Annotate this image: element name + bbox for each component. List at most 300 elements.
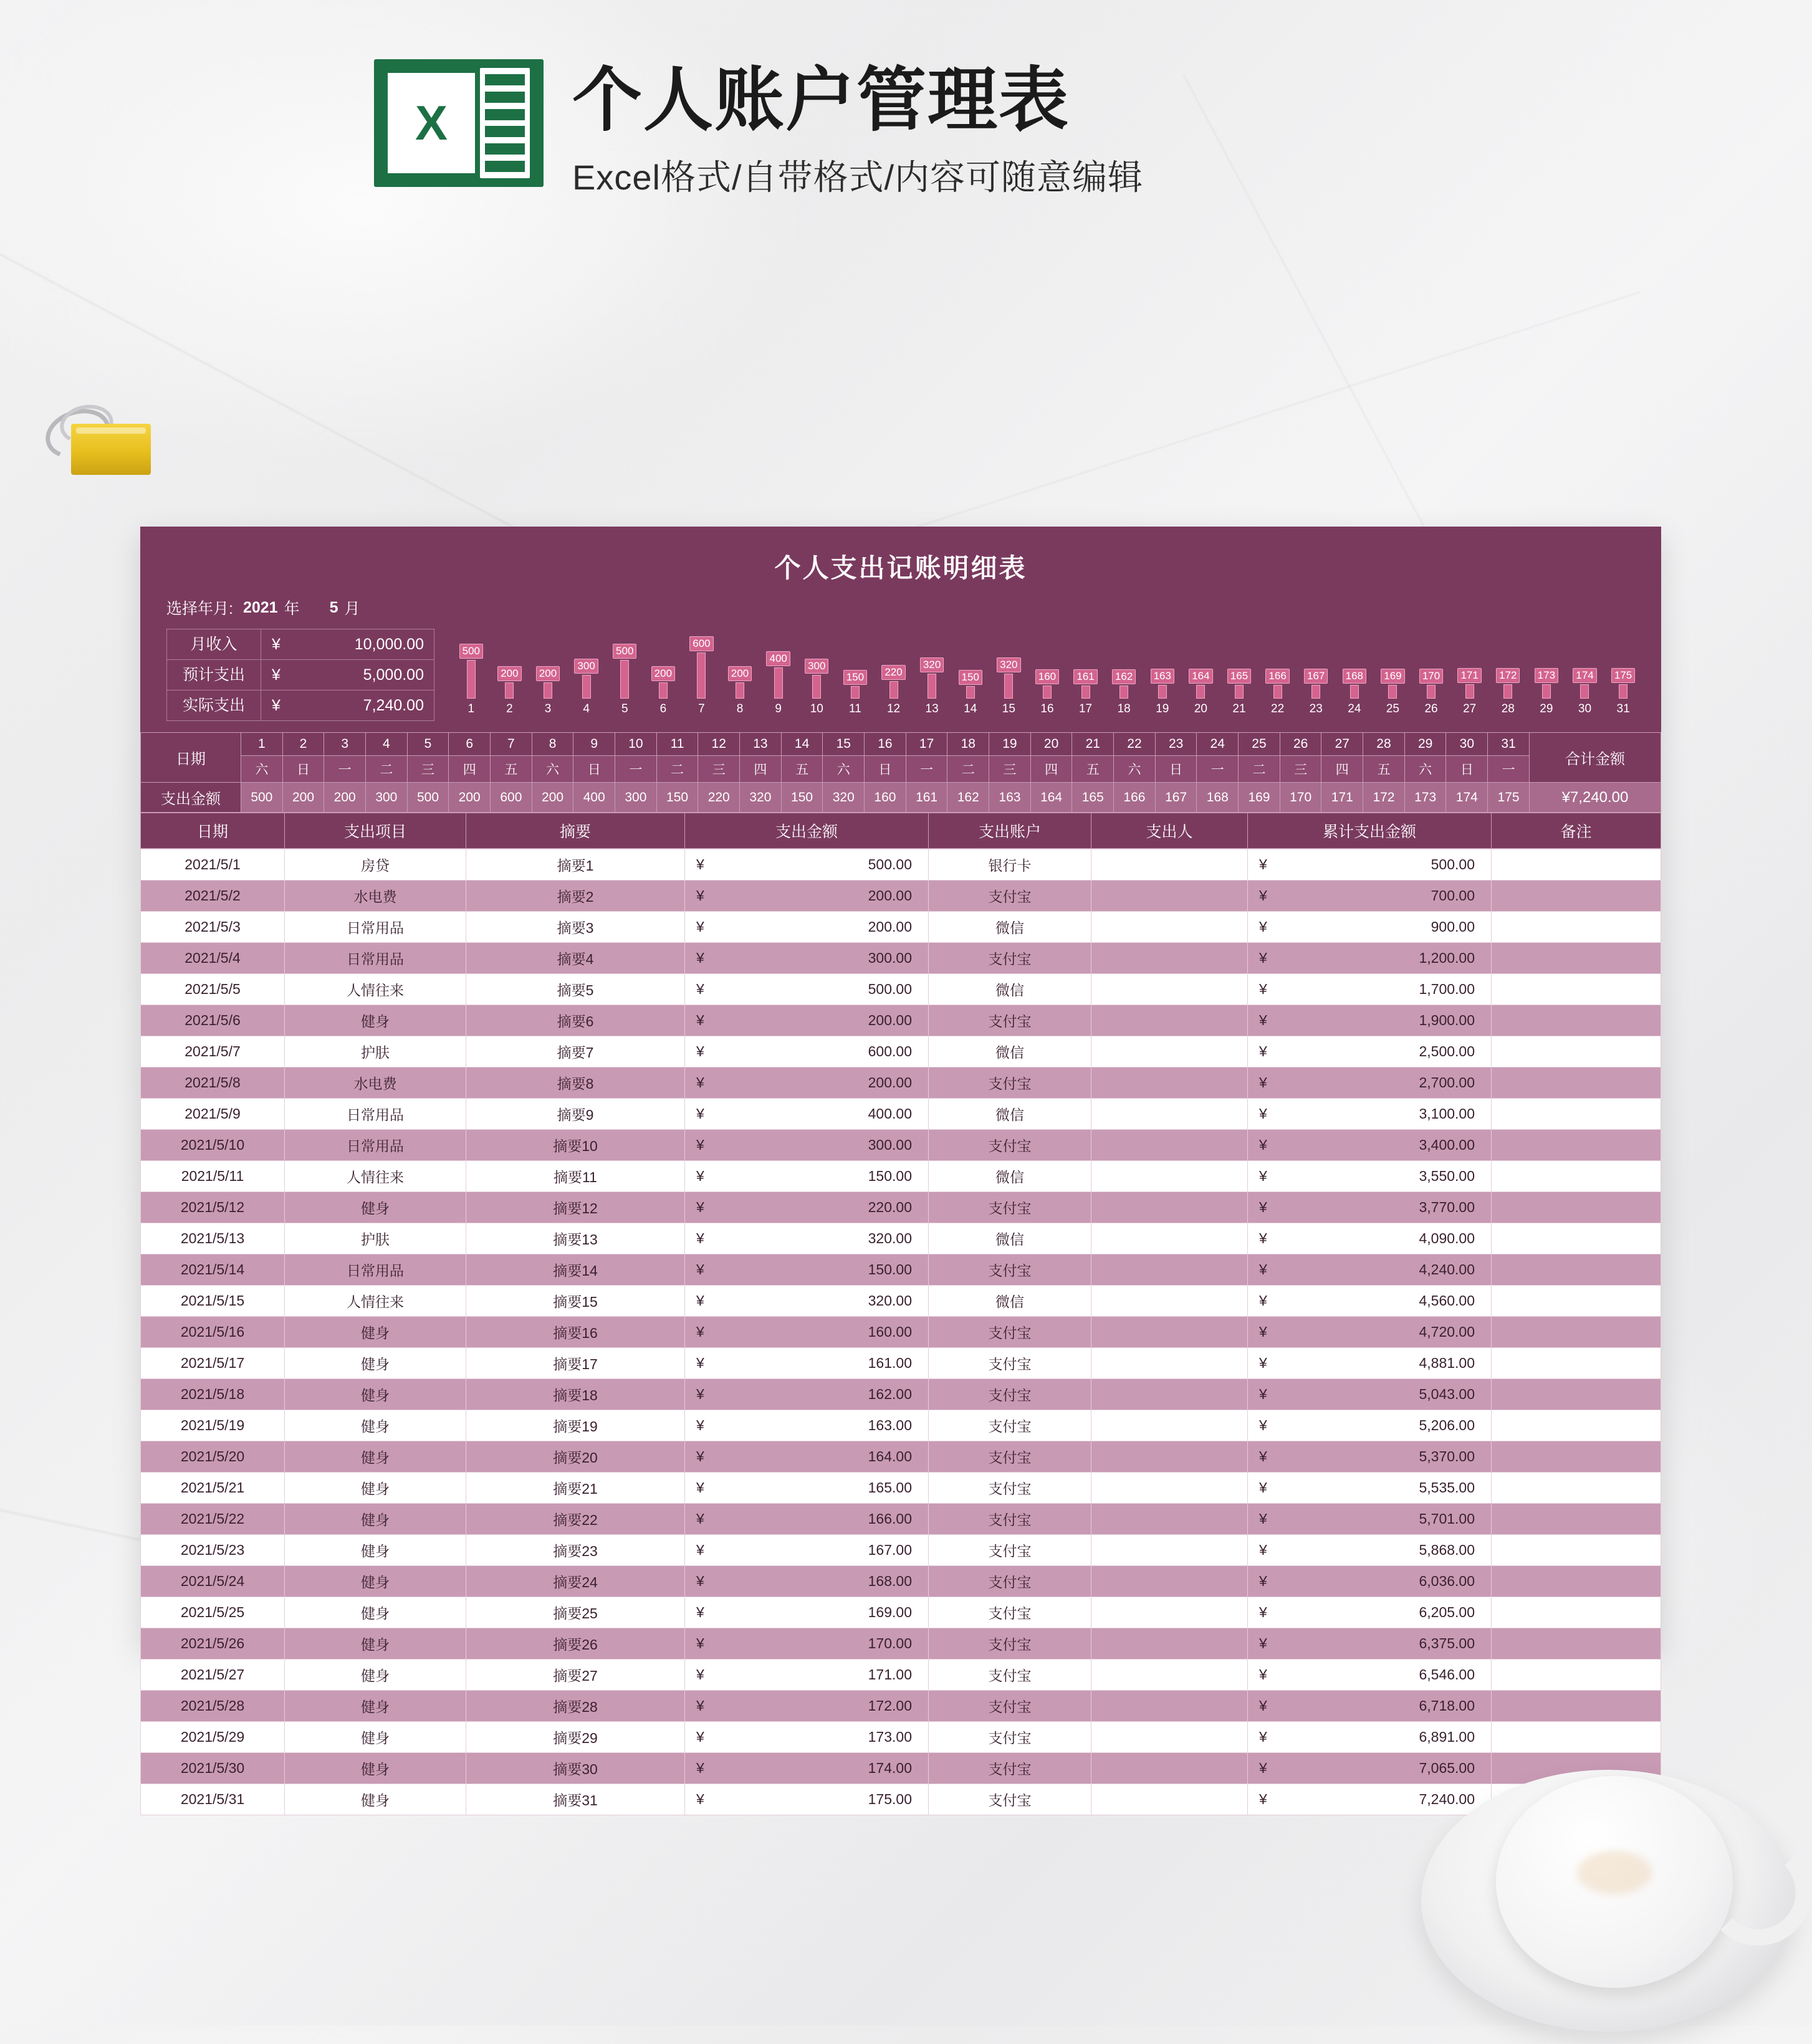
day-table-total-label: 合计金额 bbox=[1530, 733, 1661, 783]
day-amount: 165 bbox=[1072, 783, 1114, 813]
table-row[interactable] bbox=[141, 881, 1661, 912]
chart-bar-column bbox=[1604, 629, 1642, 699]
chart-x-label: 15 bbox=[1002, 702, 1015, 715]
cell-date: 2021/5/12 bbox=[141, 1192, 285, 1223]
day-number: 4 bbox=[366, 733, 408, 756]
cell-person bbox=[1091, 1223, 1248, 1254]
chart-bar-column bbox=[836, 629, 875, 699]
day-amount: 150 bbox=[781, 783, 823, 813]
cell-note bbox=[1492, 1286, 1661, 1317]
cell-person bbox=[1091, 1067, 1248, 1099]
cell-date: 2021/5/6 bbox=[141, 1005, 285, 1036]
chart-bar bbox=[1350, 685, 1359, 699]
chart-bar-column bbox=[1297, 629, 1335, 699]
excel-logo-letter: X bbox=[415, 95, 448, 150]
cell-date: 2021/5/13 bbox=[141, 1223, 285, 1254]
chart-bar bbox=[889, 681, 898, 699]
cell-item: 水电费 bbox=[285, 1067, 466, 1099]
chart-bar-column bbox=[913, 629, 951, 699]
day-number: 18 bbox=[947, 733, 989, 756]
marble-vein bbox=[1183, 75, 1447, 571]
chart-bar-value: 175 bbox=[1611, 668, 1635, 683]
day-number: 26 bbox=[1280, 733, 1321, 756]
cell-item: 人情往来 bbox=[285, 1286, 466, 1317]
cell-memo: 摘要27 bbox=[466, 1660, 685, 1691]
cell-account: 支付宝 bbox=[929, 881, 1091, 912]
day-amount: 161 bbox=[906, 783, 947, 813]
day-amount: 600 bbox=[491, 783, 532, 813]
cell-date: 2021/5/15 bbox=[141, 1286, 285, 1317]
chart-x-label: 20 bbox=[1194, 702, 1207, 715]
cell-memo: 摘要3 bbox=[466, 912, 685, 943]
day-number: 8 bbox=[532, 733, 573, 756]
chart-x-label: 6 bbox=[659, 702, 667, 715]
cell-date: 2021/5/29 bbox=[141, 1722, 285, 1753]
table-row[interactable] bbox=[141, 1597, 1661, 1628]
day-amount: 300 bbox=[615, 783, 657, 813]
cell-memo: 摘要7 bbox=[466, 1036, 685, 1067]
table-row[interactable] bbox=[141, 1254, 1661, 1286]
cell-note bbox=[1492, 1566, 1661, 1597]
chart-bar-value: 170 bbox=[1419, 669, 1443, 684]
cell-amount: ¥ 161.00 bbox=[685, 1348, 929, 1379]
weekday: 一 bbox=[324, 756, 366, 783]
cell-account: 支付宝 bbox=[929, 1130, 1091, 1161]
day-number: 21 bbox=[1072, 733, 1114, 756]
binder-clip-icon bbox=[39, 399, 157, 480]
day-amount: 164 bbox=[1030, 783, 1072, 813]
cell-cumulative: ¥ 1,700.00 bbox=[1248, 974, 1492, 1005]
weekday: 日 bbox=[1446, 756, 1488, 783]
cell-cumulative: ¥ 2,500.00 bbox=[1248, 1036, 1492, 1067]
detail-table-header bbox=[140, 813, 1661, 849]
chart-bar-column bbox=[1335, 629, 1374, 699]
cell-amount: ¥ 169.00 bbox=[685, 1597, 929, 1628]
chart-x-label: 17 bbox=[1078, 702, 1093, 715]
chart-x-label: 1 bbox=[467, 702, 475, 715]
chart-bar bbox=[928, 674, 936, 699]
day-amount: 200 bbox=[324, 783, 366, 813]
chart-bar-column bbox=[529, 629, 567, 699]
day-amount: 300 bbox=[366, 783, 408, 813]
cell-person bbox=[1091, 974, 1248, 1005]
day-number: 9 bbox=[573, 733, 615, 756]
chart-bar-column bbox=[1028, 629, 1067, 699]
cell-account: 支付宝 bbox=[929, 1005, 1091, 1036]
table-row[interactable] bbox=[141, 1036, 1661, 1067]
chart-bar bbox=[1081, 685, 1090, 699]
cell-person bbox=[1091, 1722, 1248, 1753]
cell-date: 2021/5/19 bbox=[141, 1410, 285, 1441]
cell-person bbox=[1091, 1348, 1248, 1379]
cell-note bbox=[1492, 1067, 1661, 1099]
cell-cumulative: ¥ 6,205.00 bbox=[1248, 1597, 1492, 1628]
cell-cumulative: ¥ 5,868.00 bbox=[1248, 1535, 1492, 1566]
cell-account: 支付宝 bbox=[929, 1317, 1091, 1348]
chart-bar-value: 173 bbox=[1535, 668, 1558, 683]
year-unit: 年 bbox=[284, 600, 300, 618]
cell-item: 日常用品 bbox=[285, 1254, 466, 1286]
chart-x-label: 22 bbox=[1271, 702, 1285, 715]
cell-account: 微信 bbox=[929, 1223, 1091, 1254]
chart-bar-value: 161 bbox=[1073, 669, 1097, 684]
chart-bar-value: 169 bbox=[1381, 669, 1404, 684]
day-amount: 162 bbox=[947, 783, 989, 813]
header-row bbox=[141, 813, 1661, 849]
cell-note bbox=[1492, 1317, 1661, 1348]
cell-cumulative: ¥ 700.00 bbox=[1248, 881, 1492, 912]
cell-date: 2021/5/25 bbox=[141, 1597, 285, 1628]
cell-note bbox=[1492, 943, 1661, 974]
chart-x-label: 24 bbox=[1348, 702, 1361, 715]
chart-x-label: 28 bbox=[1501, 702, 1515, 715]
chart-bar-column bbox=[1566, 629, 1604, 699]
budget-value[interactable]: 5,000.00 bbox=[363, 666, 424, 684]
day-number: 31 bbox=[1488, 733, 1530, 756]
chart-bar-column bbox=[491, 629, 529, 699]
table-row[interactable] bbox=[141, 1161, 1661, 1192]
cell-memo: 摘要13 bbox=[466, 1223, 685, 1254]
chart-bar-column bbox=[1220, 629, 1258, 699]
table-row[interactable] bbox=[141, 1504, 1661, 1535]
chart-bar bbox=[1235, 685, 1244, 699]
day-number: 5 bbox=[407, 733, 449, 756]
table-row[interactable] bbox=[141, 1223, 1661, 1254]
cell-item: 健身 bbox=[285, 1597, 466, 1628]
chart-bar-value: 171 bbox=[1457, 668, 1481, 683]
weekday: 六 bbox=[532, 756, 573, 783]
cell-note bbox=[1492, 1348, 1661, 1379]
day-amount: 167 bbox=[1155, 783, 1197, 813]
cell-item: 健身 bbox=[285, 1535, 466, 1566]
chart-bar-column bbox=[1067, 629, 1105, 699]
cell-person bbox=[1091, 1535, 1248, 1566]
table-row[interactable] bbox=[141, 1067, 1661, 1099]
cell-note bbox=[1492, 1192, 1661, 1223]
weekday: 二 bbox=[366, 756, 408, 783]
cell-note bbox=[1492, 1254, 1661, 1286]
cell-amount: ¥ 320.00 bbox=[685, 1223, 929, 1254]
cell-person bbox=[1091, 1036, 1248, 1067]
cell-person bbox=[1091, 943, 1248, 974]
cell-memo: 摘要23 bbox=[466, 1535, 685, 1566]
cell-amount: ¥ 150.00 bbox=[685, 1161, 929, 1192]
cell-person bbox=[1091, 1441, 1248, 1473]
weekday: 六 bbox=[823, 756, 865, 783]
chart-bar-column bbox=[721, 629, 759, 699]
chart-x-label: 13 bbox=[925, 702, 939, 715]
cell-item: 健身 bbox=[285, 1348, 466, 1379]
chart-bar-value: 200 bbox=[497, 666, 521, 681]
chart-bar bbox=[1311, 685, 1320, 699]
cell-cumulative: ¥ 6,546.00 bbox=[1248, 1660, 1492, 1691]
cell-person bbox=[1091, 1254, 1248, 1286]
cell-cumulative: ¥ 4,240.00 bbox=[1248, 1254, 1492, 1286]
chart-bar bbox=[1542, 684, 1551, 699]
day-number: 13 bbox=[740, 733, 782, 756]
cell-account: 支付宝 bbox=[929, 1722, 1091, 1753]
chart-x-label: 18 bbox=[1117, 702, 1131, 715]
cell-person bbox=[1091, 1473, 1248, 1504]
chart-bar-column bbox=[759, 629, 798, 699]
table-row[interactable] bbox=[141, 1628, 1661, 1660]
chart-bar bbox=[736, 682, 744, 699]
cell-account: 微信 bbox=[929, 974, 1091, 1005]
income-value[interactable]: 10,000.00 bbox=[354, 636, 424, 653]
cell-item: 健身 bbox=[285, 1722, 466, 1753]
cell-amount: ¥ 170.00 bbox=[685, 1628, 929, 1660]
weekday: 二 bbox=[656, 756, 698, 783]
cell-date: 2021/5/4 bbox=[141, 943, 285, 974]
cell-note bbox=[1492, 1099, 1661, 1130]
table-row[interactable] bbox=[141, 1130, 1661, 1161]
chart-bar bbox=[812, 675, 821, 699]
chart-bar-column bbox=[1374, 629, 1412, 699]
chart-bar-value: 162 bbox=[1112, 669, 1136, 684]
year-value[interactable]: 2021 bbox=[242, 598, 278, 616]
day-amount: 500 bbox=[407, 783, 449, 813]
table-row[interactable] bbox=[141, 974, 1661, 1005]
cell-person bbox=[1091, 1005, 1248, 1036]
cell-date: 2021/5/18 bbox=[141, 1379, 285, 1410]
cell-item: 健身 bbox=[285, 1628, 466, 1660]
weekday: 四 bbox=[1321, 756, 1363, 783]
cell-amount: ¥ 300.00 bbox=[685, 1130, 929, 1161]
table-row[interactable] bbox=[141, 1379, 1661, 1410]
cell-item: 水电费 bbox=[285, 881, 466, 912]
coffee-cup-photo bbox=[1421, 1695, 1808, 2044]
cell-amount: ¥ 320.00 bbox=[685, 1286, 929, 1317]
table-row[interactable] bbox=[141, 912, 1661, 943]
chart-bar bbox=[1273, 685, 1282, 699]
cell-item: 日常用品 bbox=[285, 912, 466, 943]
cell-cumulative: ¥ 900.00 bbox=[1248, 912, 1492, 943]
day-amount: 500 bbox=[241, 783, 283, 813]
day-number: 15 bbox=[823, 733, 865, 756]
chart-bar bbox=[1465, 684, 1474, 699]
cell-account: 支付宝 bbox=[929, 1660, 1091, 1691]
chart-bars bbox=[452, 629, 1642, 699]
cell-note bbox=[1492, 1473, 1661, 1504]
chart-bar-column bbox=[797, 629, 836, 699]
table-row[interactable] bbox=[141, 1660, 1661, 1691]
cell-note bbox=[1492, 1005, 1661, 1036]
summary-row-income bbox=[166, 629, 434, 660]
chart-x-label: 26 bbox=[1424, 702, 1438, 715]
table-row[interactable] bbox=[141, 1348, 1661, 1379]
weekday: 二 bbox=[947, 756, 989, 783]
chart-bar-column bbox=[1412, 629, 1450, 699]
cell-note bbox=[1492, 1379, 1661, 1410]
cell-item: 健身 bbox=[285, 1317, 466, 1348]
cell-date: 2021/5/22 bbox=[141, 1504, 285, 1535]
cell-account: 微信 bbox=[929, 912, 1091, 943]
cell-account: 微信 bbox=[929, 1099, 1091, 1130]
cell-person bbox=[1091, 1566, 1248, 1597]
chart-bar-value: 165 bbox=[1227, 669, 1251, 684]
cell-cumulative: ¥ 5,043.00 bbox=[1248, 1379, 1492, 1410]
cell-note bbox=[1492, 1628, 1661, 1660]
day-amount: 200 bbox=[532, 783, 573, 813]
table-row[interactable] bbox=[141, 1317, 1661, 1348]
day-number: 14 bbox=[781, 733, 823, 756]
cell-amount: ¥ 162.00 bbox=[685, 1379, 929, 1410]
table-row[interactable] bbox=[141, 1410, 1661, 1441]
table-row[interactable] bbox=[141, 1005, 1661, 1036]
cell-amount: ¥ 167.00 bbox=[685, 1535, 929, 1566]
cell-memo: 摘要8 bbox=[466, 1067, 685, 1099]
chart-bar-column bbox=[1488, 629, 1527, 699]
cell-cumulative: ¥ 3,550.00 bbox=[1248, 1161, 1492, 1192]
cell-date: 2021/5/16 bbox=[141, 1317, 285, 1348]
table-row-days bbox=[141, 733, 1661, 756]
cell-item: 健身 bbox=[285, 1192, 466, 1223]
cell-note bbox=[1492, 1161, 1661, 1192]
table-row[interactable] bbox=[141, 1441, 1661, 1473]
table-row[interactable] bbox=[141, 1192, 1661, 1223]
table-row[interactable] bbox=[141, 1099, 1661, 1130]
actual-currency: ¥ bbox=[272, 697, 280, 714]
day-amount: 200 bbox=[449, 783, 491, 813]
cell-date: 2021/5/11 bbox=[141, 1161, 285, 1192]
cell-memo: 摘要31 bbox=[466, 1784, 685, 1815]
col-cumulative: 累计支出金额 bbox=[1248, 813, 1492, 849]
cell-account: 支付宝 bbox=[929, 1473, 1091, 1504]
cell-note bbox=[1492, 1660, 1661, 1691]
cell-date: 2021/5/10 bbox=[141, 1130, 285, 1161]
cell-item: 健身 bbox=[285, 1379, 466, 1410]
budget-label: 预计支出 bbox=[167, 660, 261, 690]
cell-date: 2021/5/23 bbox=[141, 1535, 285, 1566]
page-header bbox=[374, 59, 1143, 200]
chart-bar-value: 164 bbox=[1189, 669, 1212, 684]
cell-cumulative: ¥ 5,535.00 bbox=[1248, 1473, 1492, 1504]
day-amount: 173 bbox=[1404, 783, 1446, 813]
chart-x-label: 25 bbox=[1386, 702, 1399, 715]
weekday: 日 bbox=[282, 756, 324, 783]
weekday: 一 bbox=[1197, 756, 1239, 783]
cell-amount: ¥ 400.00 bbox=[685, 1099, 929, 1130]
cell-date: 2021/5/24 bbox=[141, 1566, 285, 1597]
chart-bar bbox=[505, 682, 514, 699]
chart-bar-column bbox=[1182, 629, 1220, 699]
day-number: 7 bbox=[491, 733, 532, 756]
day-table-total-value: ¥7,240.00 bbox=[1530, 783, 1661, 813]
cell-date: 2021/5/20 bbox=[141, 1441, 285, 1473]
day-number: 29 bbox=[1404, 733, 1446, 756]
cell-memo: 摘要29 bbox=[466, 1722, 685, 1753]
cell-date: 2021/5/7 bbox=[141, 1036, 285, 1067]
cell-person bbox=[1091, 1317, 1248, 1348]
chart-x-label: 14 bbox=[964, 702, 977, 715]
year-month-label: 选择年月: bbox=[166, 600, 233, 618]
chart-bar-value: 150 bbox=[959, 670, 982, 685]
income-currency: ¥ bbox=[272, 636, 280, 653]
cell-note bbox=[1492, 849, 1661, 881]
day-amount: 150 bbox=[656, 783, 698, 813]
cell-date: 2021/5/3 bbox=[141, 912, 285, 943]
cell-item: 健身 bbox=[285, 1504, 466, 1535]
cell-note bbox=[1492, 974, 1661, 1005]
chart-bar-value: 320 bbox=[997, 657, 1020, 672]
chart-bar-value: 220 bbox=[881, 665, 905, 680]
cell-person bbox=[1091, 1597, 1248, 1628]
weekday: 五 bbox=[491, 756, 532, 783]
table-row[interactable] bbox=[141, 1535, 1661, 1566]
chart-x-label: 8 bbox=[736, 702, 744, 715]
weekday: 四 bbox=[1030, 756, 1072, 783]
cell-date: 2021/5/8 bbox=[141, 1067, 285, 1099]
cell-person bbox=[1091, 1504, 1248, 1535]
cell-date: 2021/5/21 bbox=[141, 1473, 285, 1504]
cell-date: 2021/5/14 bbox=[141, 1254, 285, 1286]
cell-person bbox=[1091, 1660, 1248, 1691]
cell-account: 支付宝 bbox=[929, 1067, 1091, 1099]
cell-cumulative: ¥ 4,720.00 bbox=[1248, 1317, 1492, 1348]
table-row[interactable] bbox=[141, 943, 1661, 974]
cell-note bbox=[1492, 1441, 1661, 1473]
actual-value[interactable]: 7,240.00 bbox=[363, 697, 424, 714]
chart-bar-column bbox=[452, 629, 491, 699]
cell-memo: 摘要2 bbox=[466, 881, 685, 912]
cell-cumulative: ¥ 6,718.00 bbox=[1248, 1691, 1492, 1722]
day-number: 22 bbox=[1114, 733, 1156, 756]
cell-account: 支付宝 bbox=[929, 1441, 1091, 1473]
cell-account: 支付宝 bbox=[929, 1628, 1091, 1660]
cell-item: 健身 bbox=[285, 1410, 466, 1441]
cell-memo: 摘要12 bbox=[466, 1192, 685, 1223]
cell-memo: 摘要14 bbox=[466, 1254, 685, 1286]
table-row[interactable] bbox=[141, 1566, 1661, 1597]
year-month-selector[interactable] bbox=[140, 596, 1661, 629]
weekday: 五 bbox=[781, 756, 823, 783]
cell-date: 2021/5/2 bbox=[141, 881, 285, 912]
table-row[interactable] bbox=[141, 1286, 1661, 1317]
cell-amount: ¥ 200.00 bbox=[685, 1005, 929, 1036]
chart-bar-value: 200 bbox=[651, 666, 675, 681]
day-amount: 220 bbox=[698, 783, 740, 813]
cell-amount: ¥ 166.00 bbox=[685, 1504, 929, 1535]
month-value[interactable]: 5 bbox=[329, 598, 338, 616]
chart-bar-value: 500 bbox=[459, 644, 483, 659]
cell-date: 2021/5/5 bbox=[141, 974, 285, 1005]
chart-bar-value: 300 bbox=[805, 659, 828, 674]
weekday: 一 bbox=[906, 756, 947, 783]
day-amount: 172 bbox=[1363, 783, 1405, 813]
cell-memo: 摘要25 bbox=[466, 1597, 685, 1628]
day-number: 1 bbox=[241, 733, 283, 756]
cell-memo: 摘要4 bbox=[466, 943, 685, 974]
cell-memo: 摘要20 bbox=[466, 1441, 685, 1473]
chart-bar-value: 200 bbox=[536, 666, 560, 681]
cell-account: 支付宝 bbox=[929, 943, 1091, 974]
cell-person bbox=[1091, 1628, 1248, 1660]
table-row[interactable] bbox=[141, 849, 1661, 881]
cell-amount: ¥ 500.00 bbox=[685, 849, 929, 881]
day-amount: 171 bbox=[1321, 783, 1363, 813]
cell-date: 2021/5/17 bbox=[141, 1348, 285, 1379]
daily-amount-table bbox=[140, 732, 1661, 813]
chart-x-label: 5 bbox=[621, 702, 628, 715]
chart-bar-value: 150 bbox=[843, 670, 867, 685]
cell-memo: 摘要28 bbox=[466, 1691, 685, 1722]
weekday: 一 bbox=[615, 756, 657, 783]
cell-amount: ¥ 160.00 bbox=[685, 1317, 929, 1348]
table-row[interactable] bbox=[141, 1473, 1661, 1504]
col-item: 支出项目 bbox=[285, 813, 466, 849]
cell-note bbox=[1492, 1504, 1661, 1535]
chart-bar-value: 320 bbox=[920, 657, 944, 672]
